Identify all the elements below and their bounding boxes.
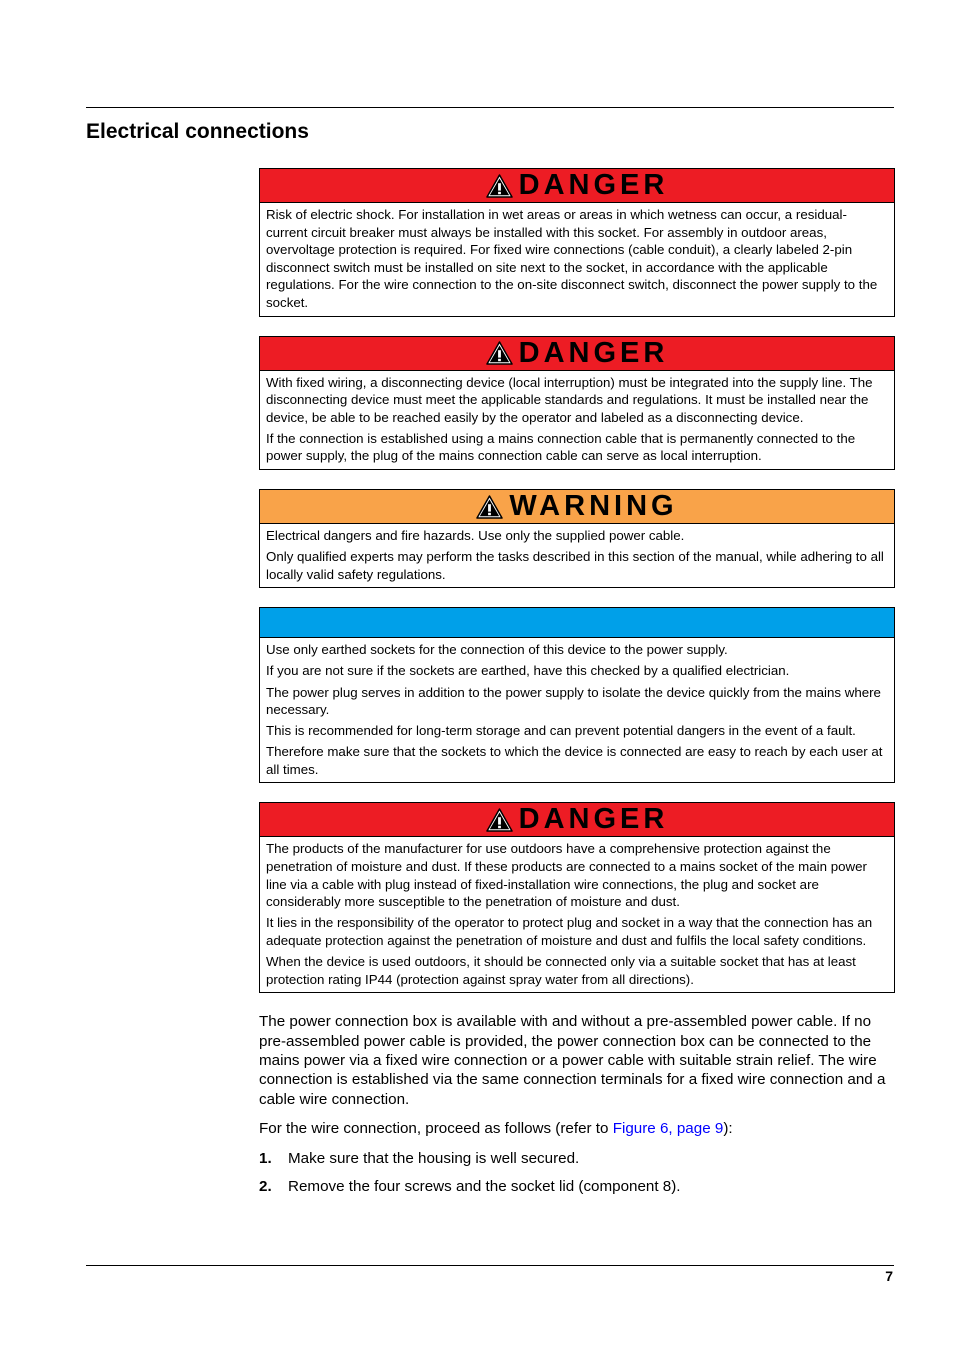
procedure-intro-text: For the wire connection, proceed as follows (refer to — [259, 1120, 613, 1138]
danger-signal-word: DANGER — [518, 803, 669, 836]
step-text: Remove the four screws and the socket lid (component 8). — [288, 1178, 681, 1196]
warning-triangle-icon — [486, 174, 513, 198]
danger-box — [259, 168, 895, 317]
procedure-intro-end: ): — [723, 1120, 733, 1138]
danger-header — [260, 337, 894, 371]
notice-text — [260, 638, 894, 782]
hazard-paragraph: With fixed wiring, a disconnecting device (local interruption) must be integrated into the supply line. The disconnecting device must meet the applicable standards and regulations. It must be installed near the device, be able to be reached easily by the operator and labeled as a disconnecting device. — [266, 374, 873, 425]
danger-box — [259, 336, 895, 470]
danger-header — [260, 803, 894, 837]
danger-box — [259, 802, 895, 993]
hazard-paragraph: Electrical dangers and fire hazards. Use only the supplied power cable. — [266, 528, 685, 544]
step-text: Make sure that the housing is well secured. — [288, 1149, 580, 1167]
hazard-paragraph: Risk of electric shock. For installation in wet areas or areas in which wetness can occur, a residual-current circuit breaker must always be installed with this socket. For assembly in outdoor areas, overvoltage protection is required. For fixed wire connections (cable conduit), a clearly labeled 2-pin disconnect switch must be installed on site next to the socket, in accordance with the applicable regulations. For the wire connection to the on-site disconnect switch, disconnect the power supply to the socket. — [266, 207, 878, 310]
figure-reference-link[interactable]: Figure 6, page 9 — [612, 1120, 724, 1138]
step-number: 2. — [259, 1178, 272, 1196]
page-number: 7 — [885, 1268, 893, 1284]
warning-header — [260, 490, 894, 524]
hazard-paragraph: If the connection is established using a mains connection cable that is permanently connected to the power supply, the plug of the mains connection cable can serve as local interruption. — [266, 430, 856, 464]
hazard-paragraph: Use only earthed sockets for the connection of this device to the power supply. — [266, 642, 728, 658]
danger-header — [260, 169, 894, 203]
warning-box — [259, 489, 895, 588]
notice-header — [260, 608, 894, 638]
main-content — [259, 168, 895, 1205]
warning-triangle-icon — [486, 341, 513, 365]
notice-box — [259, 607, 895, 783]
hazard-paragraph: When the device is used outdoors, it should be connected only via a suitable socket that has at least protection rating IP44 (protection against spray water from all directions). — [266, 954, 856, 987]
procedure-steps — [259, 1149, 895, 1197]
step-number: 1. — [259, 1149, 272, 1167]
hazard-paragraph: Only qualified experts may perform the tasks described in this section of the manual, while adhering to all locally valid safety regulations. — [266, 549, 884, 582]
danger-text — [260, 371, 894, 469]
hazard-paragraph: The power plug serves in addition to the power supply to isolate the device quickly from the mains where necessary. — [266, 684, 881, 718]
warning-triangle-icon — [476, 495, 503, 519]
step-item — [259, 1177, 895, 1196]
hazard-paragraph: Therefore make sure that the sockets to which the device is connected are easy to reach by each user at all times. — [266, 744, 883, 777]
section-title: Electrical connections — [86, 120, 309, 143]
header-rule — [86, 107, 894, 108]
warning-triangle-icon — [486, 808, 513, 832]
body-paragraph: The power connection box is available with and without a pre-assembled power cable. If no pre-assembled power cable is provided, the power connection box can be connected to the mains power via a fixed wire connection or a power cable with suitable strain relief. The wire connection is established via the same connection terminals for a fixed wire connection and a cable wire connection. — [259, 1013, 886, 1108]
step-item — [259, 1149, 895, 1168]
warning-signal-word: WARNING — [509, 490, 678, 523]
danger-text — [260, 203, 894, 316]
danger-signal-word: DANGER — [518, 336, 669, 369]
warning-text — [260, 524, 894, 587]
hazard-paragraph: If you are not sure if the sockets are earthed, have this checked by a qualified electrician. — [266, 663, 790, 679]
hazard-paragraph: This is recommended for long-term storage and can prevent potential dangers in the event of a fault. — [266, 723, 856, 739]
danger-signal-word: DANGER — [518, 169, 669, 201]
hazard-paragraph: The products of the manufacturer for use outdoors have a comprehensive protection against the penetration of moisture and dust. If these products are connected to a mains socket of the main power line via a cable with plug instead of fixed-installation wire connections, the plug and socket are considerably more susceptible to the penetration of moisture and dust. — [266, 841, 867, 910]
hazard-paragraph: It lies in the responsibility of the operator to protect plug and socket in a way that the connection has an adequate protection against the penetration of moisture and dust and fulfils the local safety conditions. — [266, 915, 873, 948]
footer-rule — [86, 1265, 894, 1266]
procedure-intro — [259, 1119, 895, 1138]
danger-text — [260, 837, 894, 992]
